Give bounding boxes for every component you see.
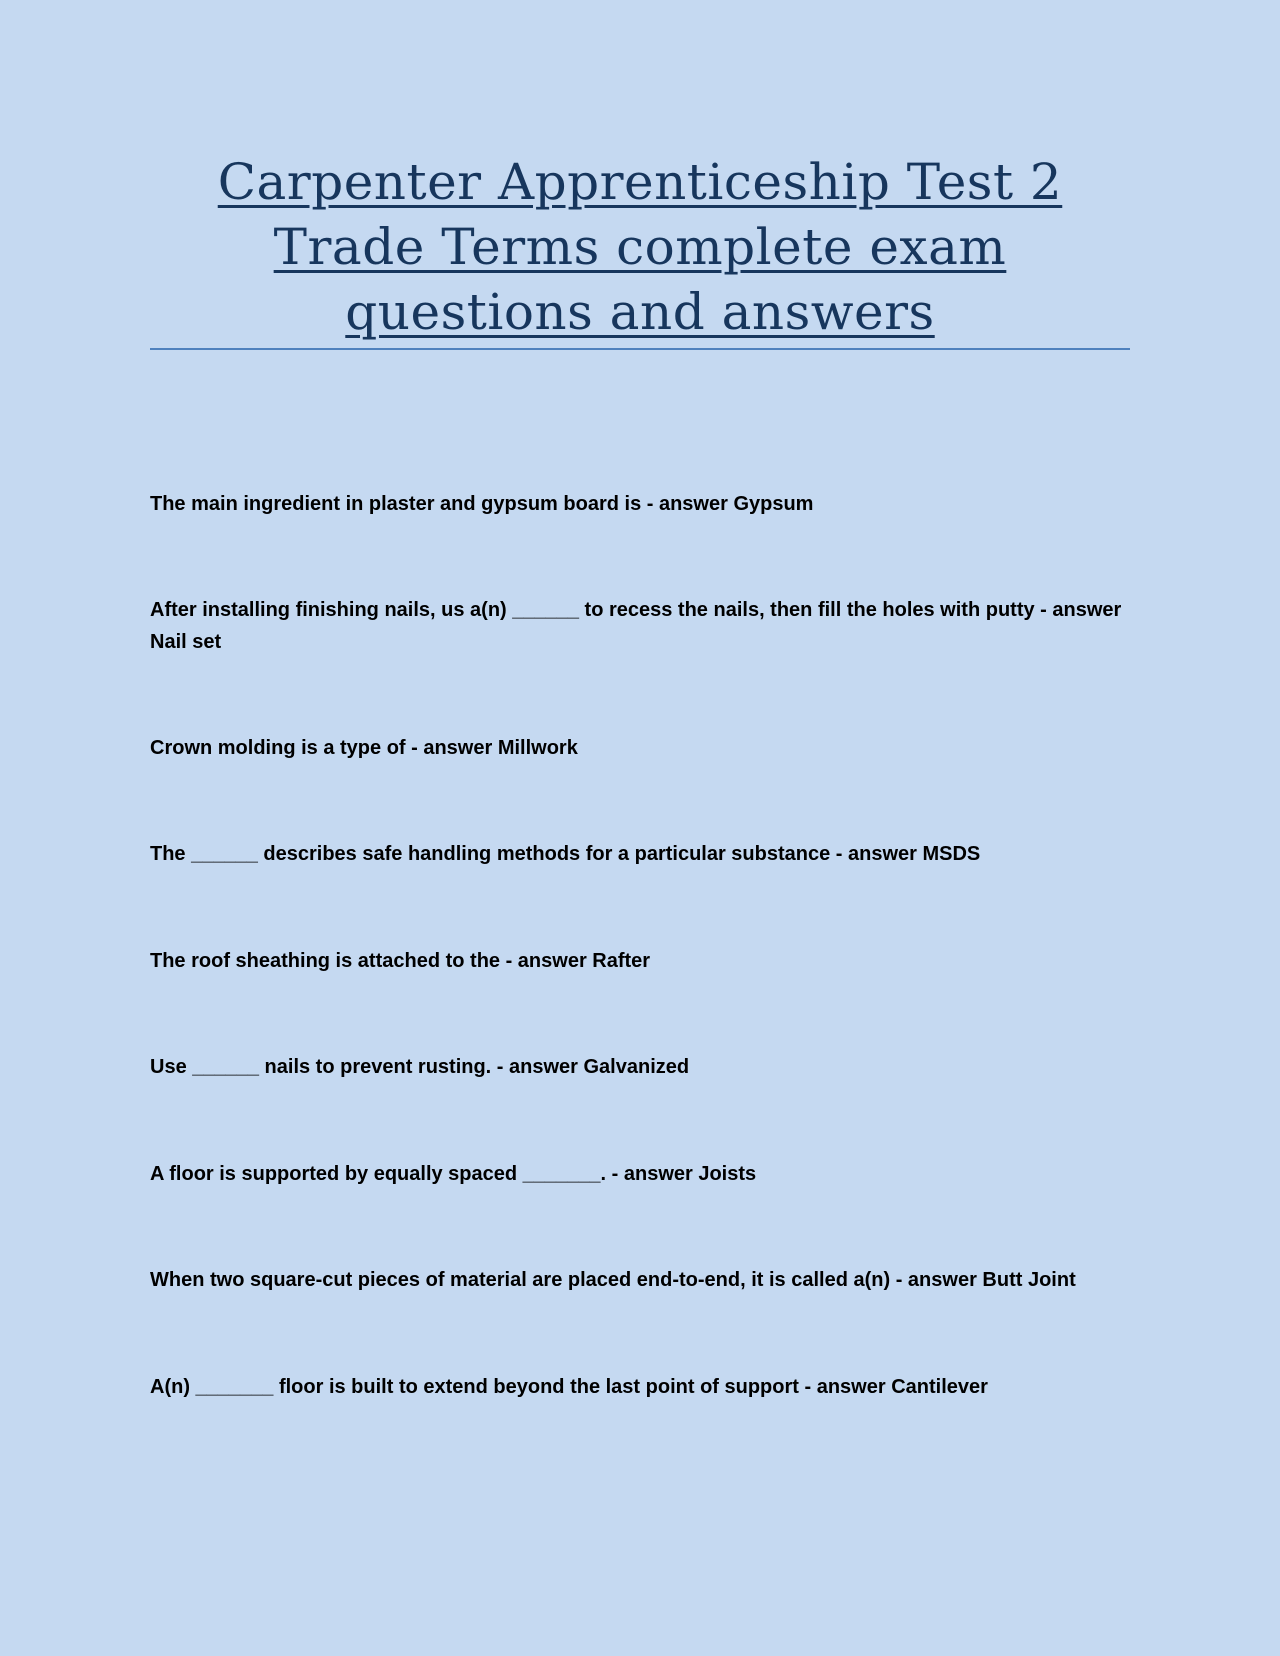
qa-item: The ______ describes safe handling methods for a particular substance - answer MSDS (150, 843, 981, 865)
title-block (150, 150, 1130, 345)
qa-item: After installing finishing nails, us a(n) ______ to recess the nails, then fill the holes with putty - answer Nail set (150, 599, 1122, 653)
qa-item: A floor is supported by equally spaced _______. - answer Joists (150, 1163, 757, 1185)
qa-item: The roof sheathing is attached to the - answer Rafter (150, 950, 651, 972)
qa-item: When two square-cut pieces of material are placed end-to-end, it is called a(n) - answer Butt Joint (150, 1269, 1076, 1291)
document-title: Carpenter Apprenticeship Test 2 Trade Terms complete exam questions and answers (217, 153, 1063, 341)
qa-item: Crown molding is a type of - answer Millwork (150, 737, 578, 759)
title-divider (150, 348, 1130, 350)
qa-item: A(n) _______ floor is built to extend beyond the last point of support - answer Cantilever (150, 1376, 988, 1398)
qa-item: Use ______ nails to prevent rusting. - answer Galvanized (150, 1056, 690, 1078)
qa-item: The main ingredient in plaster and gypsum board is - answer Gypsum (150, 493, 814, 515)
